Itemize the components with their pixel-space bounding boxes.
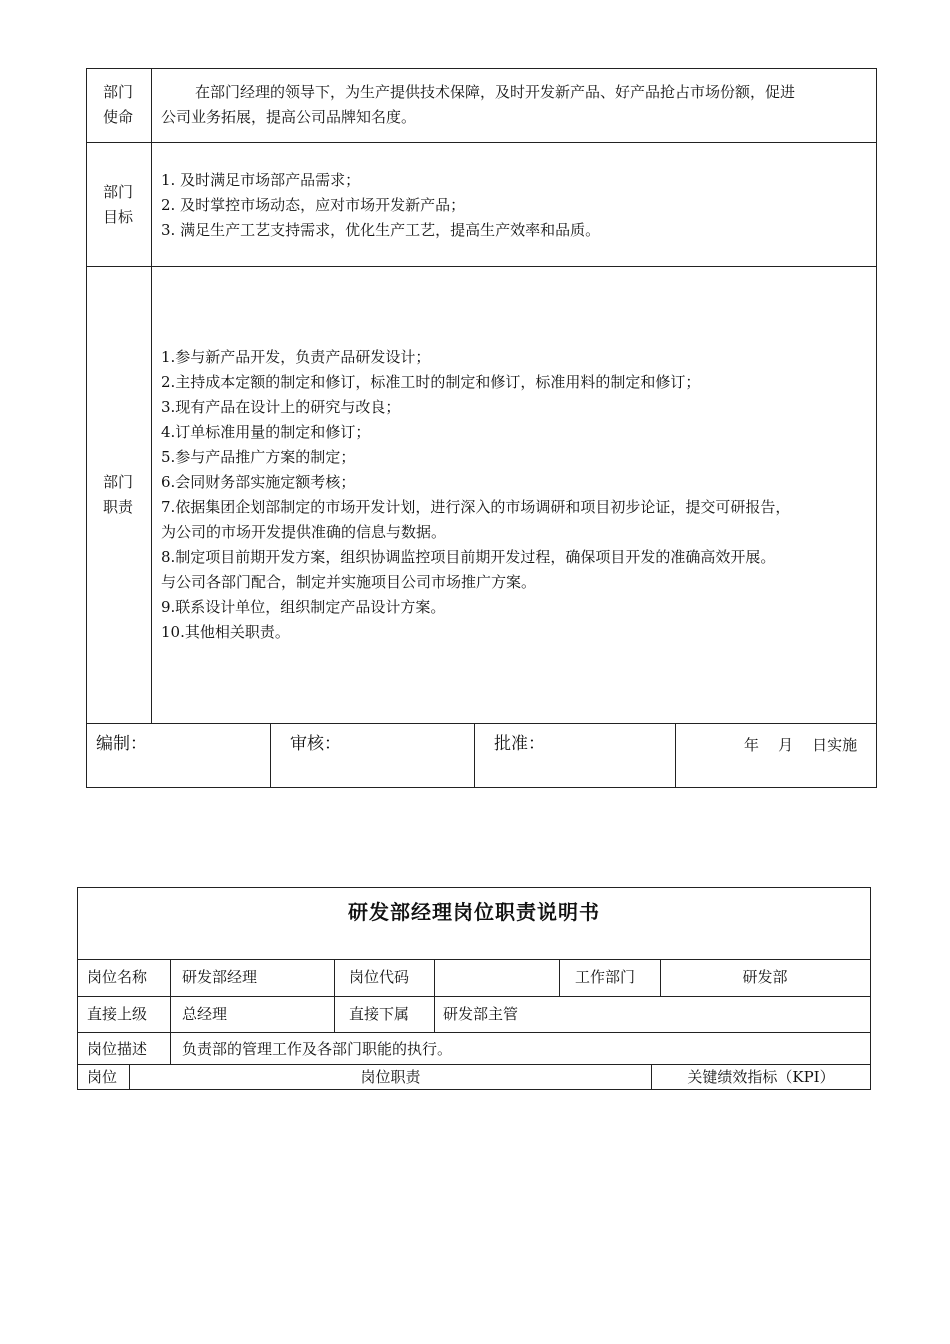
goals-list: [161, 168, 600, 243]
upper-table-border-right: [876, 68, 877, 788]
department-value: 研发部: [742, 968, 788, 986]
mission-label: [103, 80, 133, 130]
duty-line: 7.依据集团企划部制定的市场开发计划，进行深入的市场调研和项目初步论证，提交可研报告，: [161, 498, 791, 516]
duty-line: 为公司的市场开发提供准确的信息与数据。: [161, 523, 447, 541]
duty-line: 4.订单标准用量的制定和修订；: [161, 423, 371, 441]
upper-table-row-divider: [86, 723, 877, 724]
goals-label: [103, 180, 133, 230]
goals-label-line: 目标: [103, 208, 134, 226]
mission-text-line: 在部门经理的领导下，为生产提供技术保障，及时开发新产品、好产品抢占市场份额，促进: [195, 83, 796, 101]
mission-label-line: 使命: [103, 108, 134, 126]
upper-table-row-divider: [86, 266, 877, 267]
header-kpi: 关键绩效指标（KPI）: [687, 1068, 835, 1086]
header-position: 岗位: [87, 1068, 118, 1086]
lower-table-border-top: [77, 887, 871, 888]
duty-line: 与公司各部门配合，制定并实施项目公司市场推广方案。: [161, 573, 537, 591]
goal-item: 1. 及时满足市场部产品需求；: [161, 171, 361, 189]
subordinate-label: 直接下属: [349, 1005, 410, 1023]
superior-label: 直接上级: [87, 1005, 148, 1023]
duty-line: 1.参与新产品开发，负责产品研发设计；: [161, 348, 431, 366]
mission-text: [161, 80, 795, 130]
signoff-date: 年 月 日实施: [744, 736, 858, 754]
position-name-label: 岗位名称: [87, 968, 148, 986]
upper-table-label-divider: [151, 68, 152, 724]
goal-item: 2. 及时掌控市场动态，应对市场开发新产品；: [161, 196, 466, 214]
upper-table-row-divider: [86, 142, 877, 143]
duty-line: 5.参与产品推广方案的制定；: [161, 448, 356, 466]
mission-label-line: 部门: [103, 83, 134, 101]
duties-list: [161, 345, 790, 645]
duty-line: 8.制定项目前期开发方案，组织协调监控项目前期开发过程，确保项目开发的准确高效开展。: [161, 548, 776, 566]
lower-table-row-divider: [77, 1032, 871, 1033]
col-divider: [434, 959, 435, 1033]
duties-label-line: 职责: [103, 498, 134, 516]
goals-label-line: 部门: [103, 183, 134, 201]
upper-table-border-bottom: [86, 787, 877, 788]
duty-line: 10.其他相关职责。: [161, 623, 290, 641]
duty-line: 6.会同财务部实施定额考核；: [161, 473, 356, 491]
duty-line: 3.现有产品在设计上的研究与改良；: [161, 398, 401, 416]
superior-value: 总经理: [182, 1005, 228, 1023]
mission-text-line: 公司业务拓展，提高公司品牌知名度。: [161, 108, 417, 126]
subordinate-value: 研发部主管: [443, 1005, 519, 1023]
duties-label: [103, 470, 133, 520]
upper-table-border-left: [86, 68, 87, 788]
upper-table-border-top: [86, 68, 877, 69]
duties-label-line: 部门: [103, 473, 134, 491]
signoff-divider: [675, 723, 676, 788]
description-label: 岗位描述: [87, 1040, 148, 1058]
signoff-prepared: 编制：: [96, 734, 147, 754]
lower-table-border-bottom: [77, 1089, 871, 1090]
position-name-value: 研发部经理: [182, 968, 258, 986]
goal-item: 3. 满足生产工艺支持需求，优化生产工艺，提高生产效率和品质。: [161, 221, 601, 239]
signoff-divider: [474, 723, 475, 788]
col-divider: [559, 959, 560, 997]
col-divider: [334, 959, 335, 1033]
col-divider: [170, 959, 171, 1065]
signoff-approved: 批准：: [494, 734, 545, 754]
description-value: 负责部的管理工作及各部门职能的执行。: [182, 1040, 453, 1058]
signoff-reviewed: 审核：: [290, 734, 341, 754]
signoff-divider: [270, 723, 271, 788]
department-label: 工作部门: [575, 968, 636, 986]
document-title: 研发部经理岗位职责说明书: [348, 900, 600, 924]
position-code-label: 岗位代码: [349, 968, 410, 986]
lower-table-row-divider: [77, 959, 871, 960]
lower-table-row-divider: [77, 996, 871, 997]
duty-line: 2.主持成本定额的制定和修订，标准工时的制定和修订，标准用料的制定和修订；: [161, 373, 701, 391]
duty-line: 9.联系设计单位，组织制定产品设计方案。: [161, 598, 446, 616]
header-duties: 岗位职责: [360, 1068, 421, 1086]
